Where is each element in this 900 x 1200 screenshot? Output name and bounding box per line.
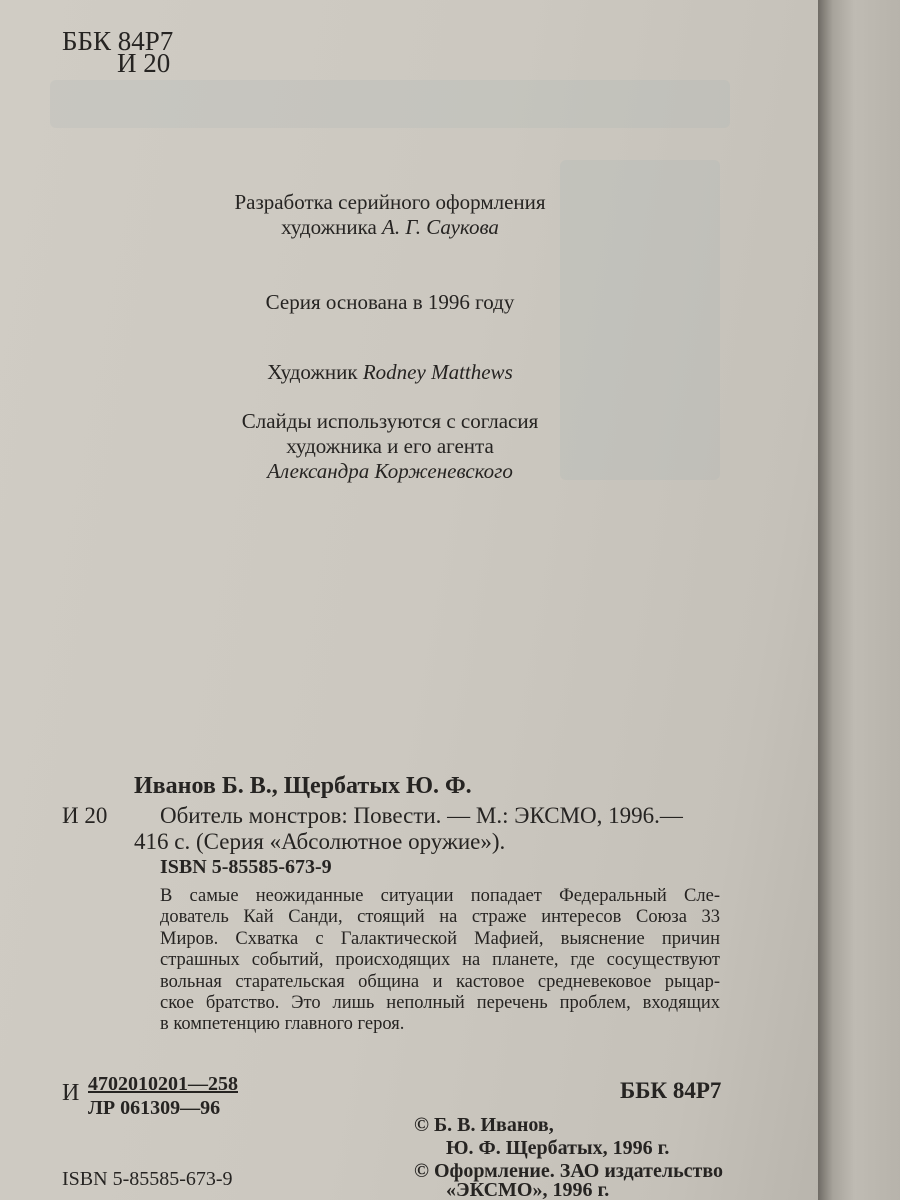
series-founded: Серия основана в 1996 году: [265, 290, 515, 314]
design-line-2: [170, 215, 610, 240]
catalog-code: И 20: [62, 803, 108, 828]
slides-line-1: Слайды используются с согласия: [241, 409, 539, 433]
imprint-number: 4702010201—258: [88, 1073, 238, 1095]
annotation-line: ское братство. Это лишь неполный перечень проблем, входящих: [160, 993, 720, 1014]
imprint-license: ЛР 061309—96: [88, 1097, 221, 1119]
annotation: [160, 886, 720, 1036]
authors: Иванов Б. В., Щербатых Ю. Ф.: [134, 773, 472, 799]
design-prefix: художника: [281, 215, 377, 239]
code-top: И 20: [117, 48, 171, 78]
slides-line-2: художника и его агента: [286, 434, 494, 458]
annotation-line: дователь Кай Санди, стоящий на страже интересов Союза 33: [160, 907, 720, 928]
annotation-line: вольная старательская община и кастовое средневековое рыцар-: [160, 971, 720, 992]
title-line-1: Обитель монстров: Повести. — М.: ЭКСМО, 1996.—: [160, 803, 683, 828]
title-line-2: 416 с. (Серия «Абсолютное оружие»).: [134, 829, 506, 854]
annotation-line: Миров. Схватка с Галактической Мафией, выяснение причин: [160, 928, 720, 949]
annotation-line: В самые неожиданные ситуации попадает Федеральный Сле-: [160, 886, 720, 906]
artist-prefix: Художник: [267, 360, 358, 384]
annotation-line: страшных событий, происходящих на планете, где сосуществуют: [160, 950, 720, 971]
copyright-line-4: «ЭКСМО», 1996 г.: [446, 1179, 610, 1200]
copyright-line-3: © Оформление. ЗАО издательство: [414, 1160, 724, 1182]
copyright-line-2: Ю. Ф. Щербатых, 1996 г.: [446, 1137, 670, 1159]
design-line-1: Разработка серийного оформления: [234, 190, 546, 214]
artist-line: [170, 360, 610, 385]
bbk-top: ББК 84Р7: [62, 26, 174, 56]
copyright-line-1: © Б. В. Иванов,: [414, 1114, 554, 1136]
artist-name: Rodney Matthews: [362, 360, 513, 384]
show-through-block: [50, 80, 730, 128]
annotation-line: в компетенцию главного героя.: [160, 1014, 405, 1035]
imprint-letter: И: [62, 1080, 80, 1106]
bbk-bottom: ББК 84Р7: [620, 1078, 722, 1103]
isbn-bottom: ISBN 5-85585-673-9: [62, 1168, 233, 1190]
next-page-edge: [818, 0, 900, 1200]
designer-name: А. Г. Саукова: [382, 215, 499, 239]
isbn-main: ISBN 5-85585-673-9: [160, 856, 332, 878]
slides-line-3: Александра Корженевского: [267, 459, 513, 483]
